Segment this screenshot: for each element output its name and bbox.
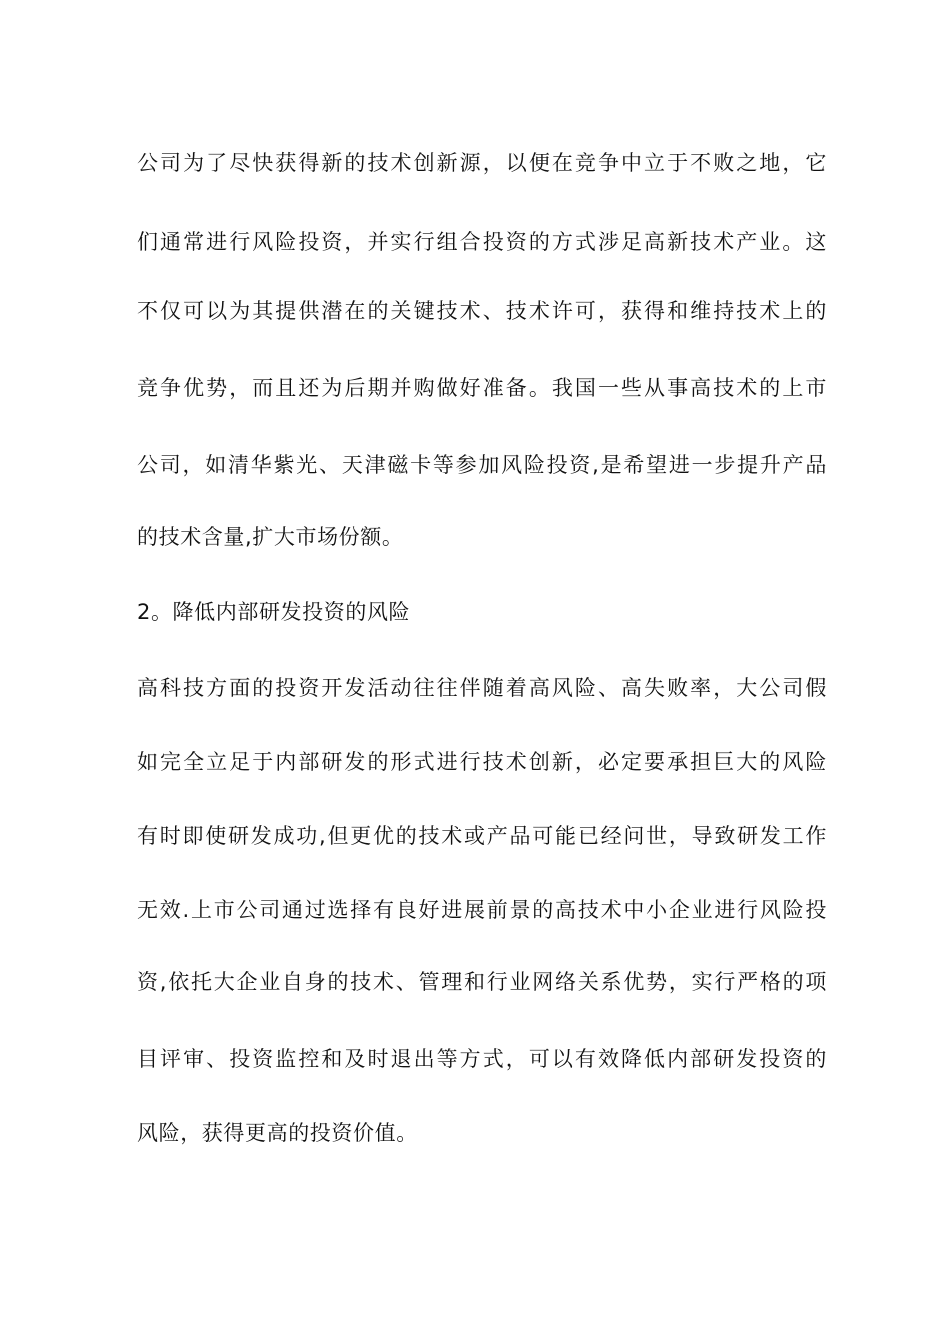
- section-heading: 2。降低内部研发投资的风险: [137, 600, 411, 624]
- text-line: 无效.上市公司通过选择有良好进展前景的高技术中小企业进行风险投: [137, 898, 827, 922]
- text-line: 目评审、投资监控和及时退出等方式，可以有效降低内部研发投资的: [137, 1047, 827, 1071]
- text-line: 高科技方面的投资开发活动往往伴随着高风险、高失败率，大公司假: [137, 676, 827, 700]
- text-line: 如完全立足于内部研发的形式进行技术创新，必定要承担巨大的风险: [137, 750, 827, 774]
- text-line: 风险，获得更高的投资价值。: [137, 1121, 418, 1145]
- text-line: 的技术含量,扩大市场份额。: [137, 525, 404, 549]
- text-line: 有时即使研发成功,但更优的技术或产品可能已经问世，导致研发工作: [137, 824, 827, 848]
- text-line: 公司，如清华紫光、天津磁卡等参加风险投资,是希望进一步提升产品: [137, 453, 827, 477]
- text-line: 竞争优势，而且还为后期并购做好准备。我国一些从事高技术的上市: [137, 376, 827, 400]
- text-line: 公司为了尽快获得新的技术创新源，以便在竞争中立于不败之地，它: [137, 151, 827, 175]
- text-line: 不仅可以为其提供潜在的关键技术、技术许可，获得和维持技术上的: [137, 299, 827, 323]
- text-line: 资,依托大企业自身的技术、管理和行业网络关系优势，实行严格的项: [137, 970, 827, 994]
- text-line: 们通常进行风险投资，并实行组合投资的方式涉足高新技术产业。这: [137, 230, 827, 254]
